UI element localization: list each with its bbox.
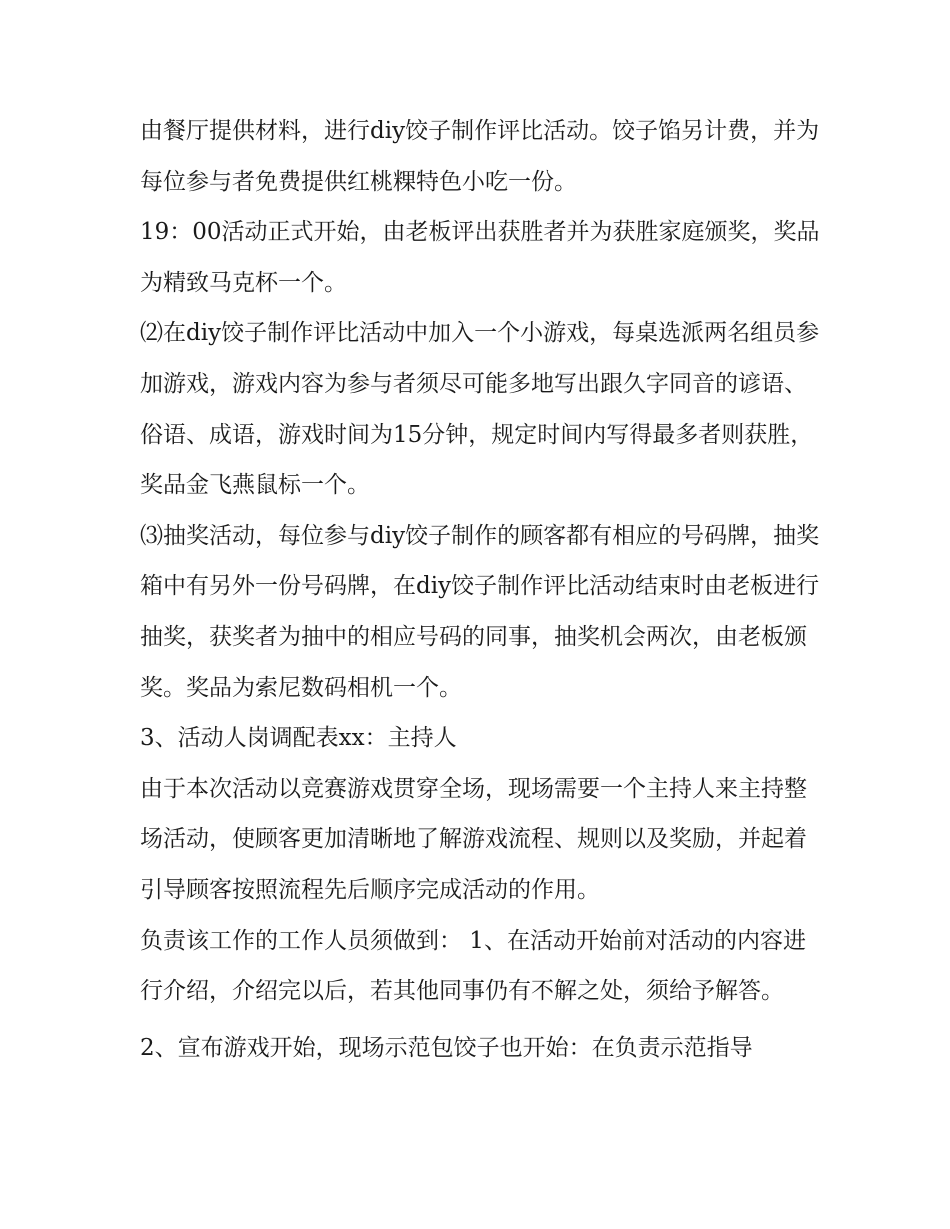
paragraph-dumpling-contest-intro: 由餐厅提供材料，进行diy饺子制作评比活动。饺子馅另计费，并为每位参与者免费提供红桃粿特色小吃一份。 (140, 118, 820, 195)
paragraph-start-time: 19：00活动正式开始，由老板评出获胜者并为获胜家庭颁奖，奖品为精致马克杯一个。 (140, 219, 820, 296)
paragraph-host-duties: 负责该工作的工作人员须做到： 1、在活动开始前对活动的内容进行介绍，介绍完以后，若其他同事仍有不解之处，须给予解答。 (140, 927, 806, 1005)
section-heading-staffing: 3、活动人岗调配表xx：主持人 (140, 725, 457, 752)
document-body (140, 106, 820, 1073)
paragraph-mini-game: ⑵在diy饺子制作评比活动中加入一个小游戏，每桌选派两名组员参加游戏，游戏内容为参与者须尽可能多地写出跟久字同音的谚语、俗语、成语，游戏时间为15分钟，规定时间内写得最多者则获胜，奖品金飞燕鼠标一个。 (140, 320, 820, 499)
paragraph-lottery: ⑶抽奖活动，每位参与diy饺子制作的顾客都有相应的号码牌，抽奖箱中有另外一份号码牌，在diy饺子制作评比活动结束时由老板进行抽奖，获奖者为抽中的相应号码的同事，抽奖机会两次，由老板颁奖。奖品为索尼数码相机一个。 (140, 522, 820, 701)
paragraph-host-role: 由于本次活动以竞赛游戏贯穿全场，现场需要一个主持人来主持整场活动，使顾客更加清晰地了解游戏流程、规则以及奖励，并起着引导顾客按照流程先后顺序完成活动的作用。 (140, 775, 807, 903)
paragraph-announce-game: 2、宣布游戏开始，现场示范包饺子也开始：在负责示范指导 (140, 1034, 753, 1061)
